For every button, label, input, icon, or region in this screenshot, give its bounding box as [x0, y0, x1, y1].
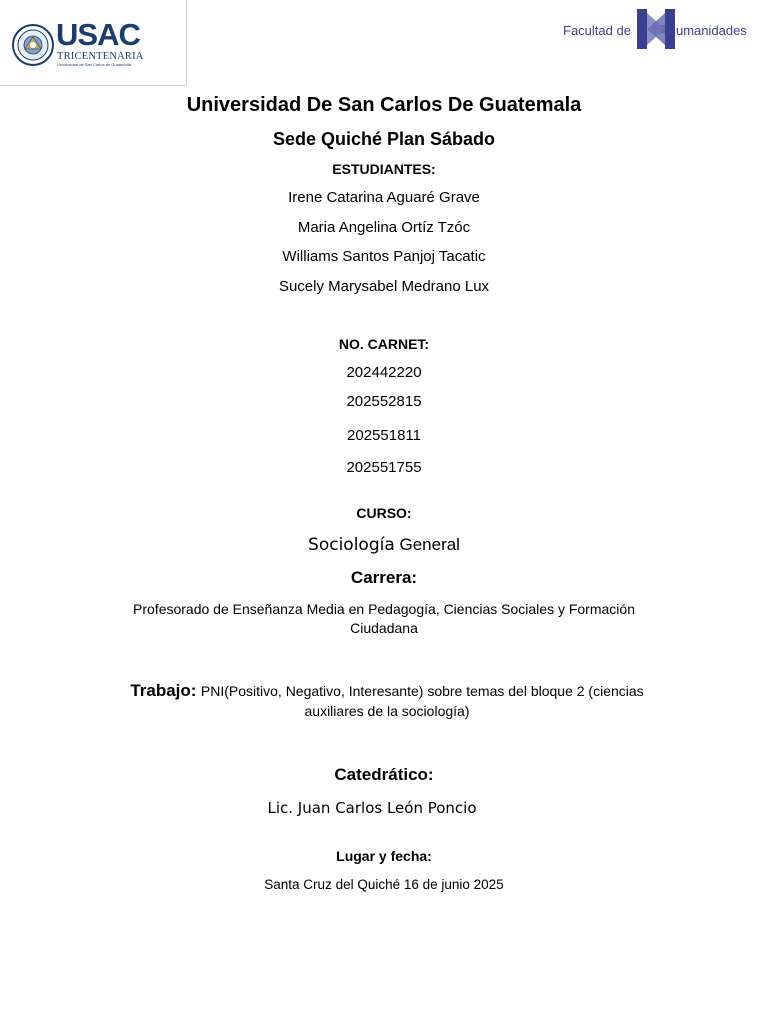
carnet-number: 202551811 [347, 427, 421, 444]
professor-label: Catedrático: [334, 765, 434, 784]
faculty-logo-text-left: Facultad de [563, 23, 631, 38]
carnet-number: 202442220 [346, 364, 422, 381]
faculty-logo-text-right: umanidades [676, 23, 747, 38]
course-name [0, 535, 768, 555]
faculty-h-logo-icon [636, 9, 676, 49]
student-name: Irene Catarina Aguaré Grave [288, 189, 480, 206]
work-text-line2: auxiliares de la sociología) [304, 703, 470, 719]
career-name-line2: Ciudadana [350, 620, 418, 636]
course-name-part2: General [399, 535, 460, 554]
carnet-number: 202552815 [346, 393, 422, 410]
carnet-label: NO. CARNET: [338, 336, 430, 352]
university-title: Universidad De San Carlos De Guatemala [186, 94, 582, 116]
student-name: Maria Angelina Ortíz Tzóc [297, 219, 471, 236]
place-date-value: Santa Cruz del Quiché 16 de junio 2025 [264, 877, 504, 892]
course-label: CURSO: [356, 505, 412, 521]
students-label: ESTUDIANTES: [332, 161, 436, 177]
work-text-line1: PNI(Positivo, Negativo, Interesante) sobre temas del bloque 2 (ciencias [200, 683, 644, 699]
usac-logo-caption: Universidad de San Carlos de Guatemala [57, 62, 131, 67]
usac-logo-box [0, 0, 187, 86]
professor-name: Lic. Juan Carlos León Poncio [267, 799, 477, 817]
career-name-line1: Profesorado de Enseñanza Media en Pedagogía, Ciencias Sociales y Formación [133, 601, 635, 617]
place-date-label: Lugar y fecha: [336, 848, 432, 864]
usac-logo-text: USAC [56, 17, 140, 52]
work-description [92, 680, 682, 722]
student-name: Williams Santos Panjoj Tacatic [282, 248, 486, 265]
career-label: Carrera: [350, 568, 418, 587]
work-label: Trabajo: [130, 681, 197, 700]
carnet-number: 202551755 [346, 459, 422, 476]
student-name: Sucely Marysabel Medrano Lux [278, 278, 490, 295]
course-name-part1: Sociología [308, 535, 395, 555]
campus-title: Sede Quiché Plan Sábado [272, 129, 496, 149]
usac-seal-icon [12, 24, 54, 66]
usac-logo-subtitle: TRICENTENARIA [57, 51, 144, 62]
